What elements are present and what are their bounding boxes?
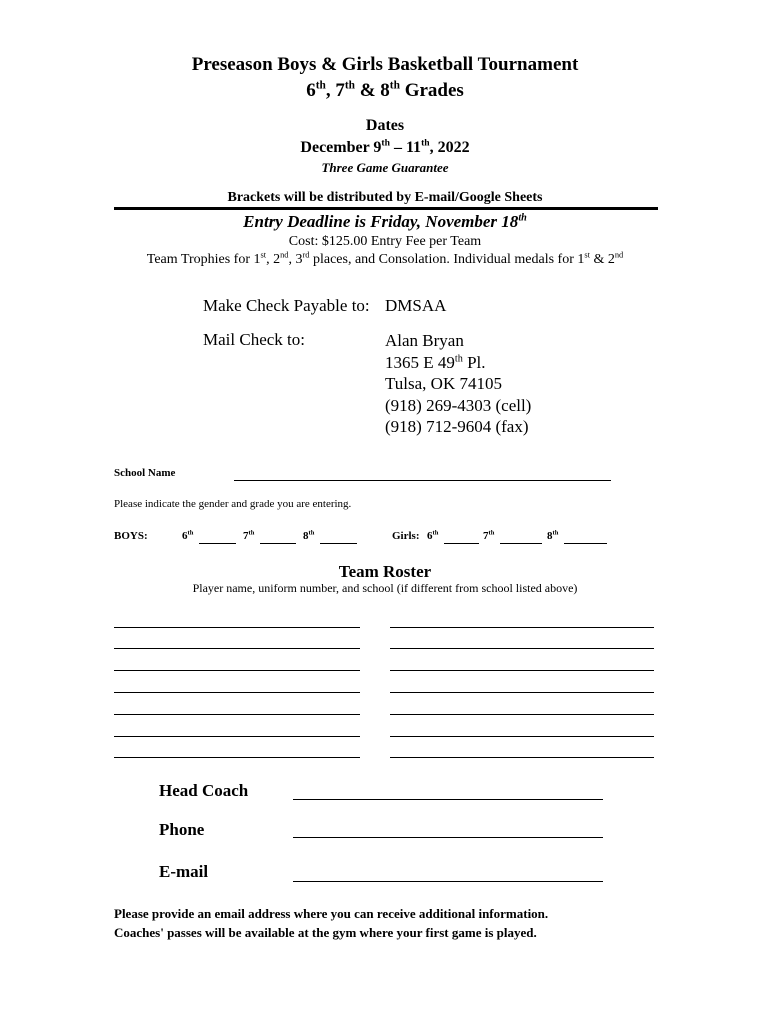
roster-line[interactable] bbox=[390, 692, 654, 693]
footer-note bbox=[114, 904, 548, 942]
phone-fax: (918) 712-9604 (fax) bbox=[385, 417, 529, 436]
girls-grade-6-label: 6th bbox=[427, 529, 439, 542]
girls-grade-7-field[interactable] bbox=[500, 543, 542, 544]
entry-cost: Cost: $125.00 Entry Fee per Team bbox=[288, 234, 482, 249]
entry-deadline: Entry Deadline is Friday, November 18th bbox=[243, 212, 527, 231]
boys-grade-8-field[interactable] bbox=[320, 543, 357, 544]
email-label: E-mail bbox=[159, 862, 209, 881]
roster-line[interactable] bbox=[390, 670, 654, 671]
dates-label: Dates bbox=[365, 117, 405, 134]
phone-field[interactable] bbox=[293, 837, 603, 838]
page-title: Preseason Boys & Girls Basketball Tournament bbox=[191, 54, 579, 75]
address-street: 1365 E 49th Pl. bbox=[385, 352, 486, 372]
address-name: Alan Bryan bbox=[385, 331, 464, 350]
girls-label: Girls: bbox=[392, 530, 420, 542]
boys-grade-6-field[interactable] bbox=[199, 543, 236, 544]
payable-label: Make Check Payable to: bbox=[203, 296, 370, 315]
girls-grade-7-label: 7th bbox=[483, 529, 495, 542]
school-name-field[interactable] bbox=[234, 480, 611, 481]
roster-line[interactable] bbox=[114, 670, 360, 671]
boys-grade-7-label: 7th bbox=[243, 529, 255, 542]
roster-line[interactable] bbox=[114, 627, 360, 628]
roster-line[interactable] bbox=[114, 692, 360, 693]
tournament-dates: December 9th – 11th, 2022 bbox=[300, 137, 470, 156]
footer-line-1: Please provide an email address where you can receive additional information. bbox=[114, 906, 549, 921]
head-coach-field[interactable] bbox=[293, 799, 603, 800]
grades-heading: 6th, 7th & 8th Grades bbox=[306, 79, 464, 101]
roster-instructions: Player name, uniform number, and school (if different from school listed above) bbox=[192, 581, 578, 595]
school-name-label: School Name bbox=[114, 467, 176, 479]
payable-value: DMSAA bbox=[385, 296, 447, 315]
girls-grade-6-field[interactable] bbox=[444, 543, 479, 544]
boys-grade-8-label: 8th bbox=[303, 529, 315, 542]
roster-line[interactable] bbox=[114, 736, 360, 737]
mailing-address bbox=[385, 330, 531, 438]
roster-line[interactable] bbox=[114, 714, 360, 715]
roster-line[interactable] bbox=[390, 714, 654, 715]
phone-cell: (918) 269-4303 (cell) bbox=[385, 395, 532, 415]
roster-line[interactable] bbox=[114, 757, 360, 758]
head-coach-label: Head Coach bbox=[159, 781, 249, 800]
boys-grade-7-field[interactable] bbox=[260, 543, 296, 544]
roster-line[interactable] bbox=[390, 757, 654, 758]
roster-line[interactable] bbox=[390, 648, 654, 649]
roster-line[interactable] bbox=[114, 648, 360, 649]
boys-grade-6-label: 6th bbox=[182, 529, 194, 542]
footer-line-2: Coaches' passes will be available at the gym where your first game is played. bbox=[114, 925, 537, 940]
brackets-note: Brackets will be distributed by E-mail/Google Sheets bbox=[227, 190, 543, 205]
roster-line[interactable] bbox=[390, 627, 654, 628]
email-field[interactable] bbox=[293, 881, 603, 882]
trophies-note: Team Trophies for 1st, 2nd, 3rd places, and Consolation. Individual medals for 1st & 2nd bbox=[146, 250, 624, 267]
game-guarantee: Three Game Guarantee bbox=[321, 160, 449, 175]
girls-grade-8-field[interactable] bbox=[564, 543, 607, 544]
divider bbox=[114, 207, 658, 210]
roster-line[interactable] bbox=[390, 736, 654, 737]
phone-label: Phone bbox=[159, 820, 205, 839]
address-city: Tulsa, OK 74105 bbox=[385, 374, 502, 393]
boys-label: BOYS: bbox=[114, 530, 148, 542]
roster-title: Team Roster bbox=[338, 562, 432, 581]
girls-grade-8-label: 8th bbox=[547, 529, 559, 542]
mail-label: Mail Check to: bbox=[203, 330, 305, 349]
gender-grade-instructions: Please indicate the gender and grade you are entering. bbox=[114, 498, 352, 510]
